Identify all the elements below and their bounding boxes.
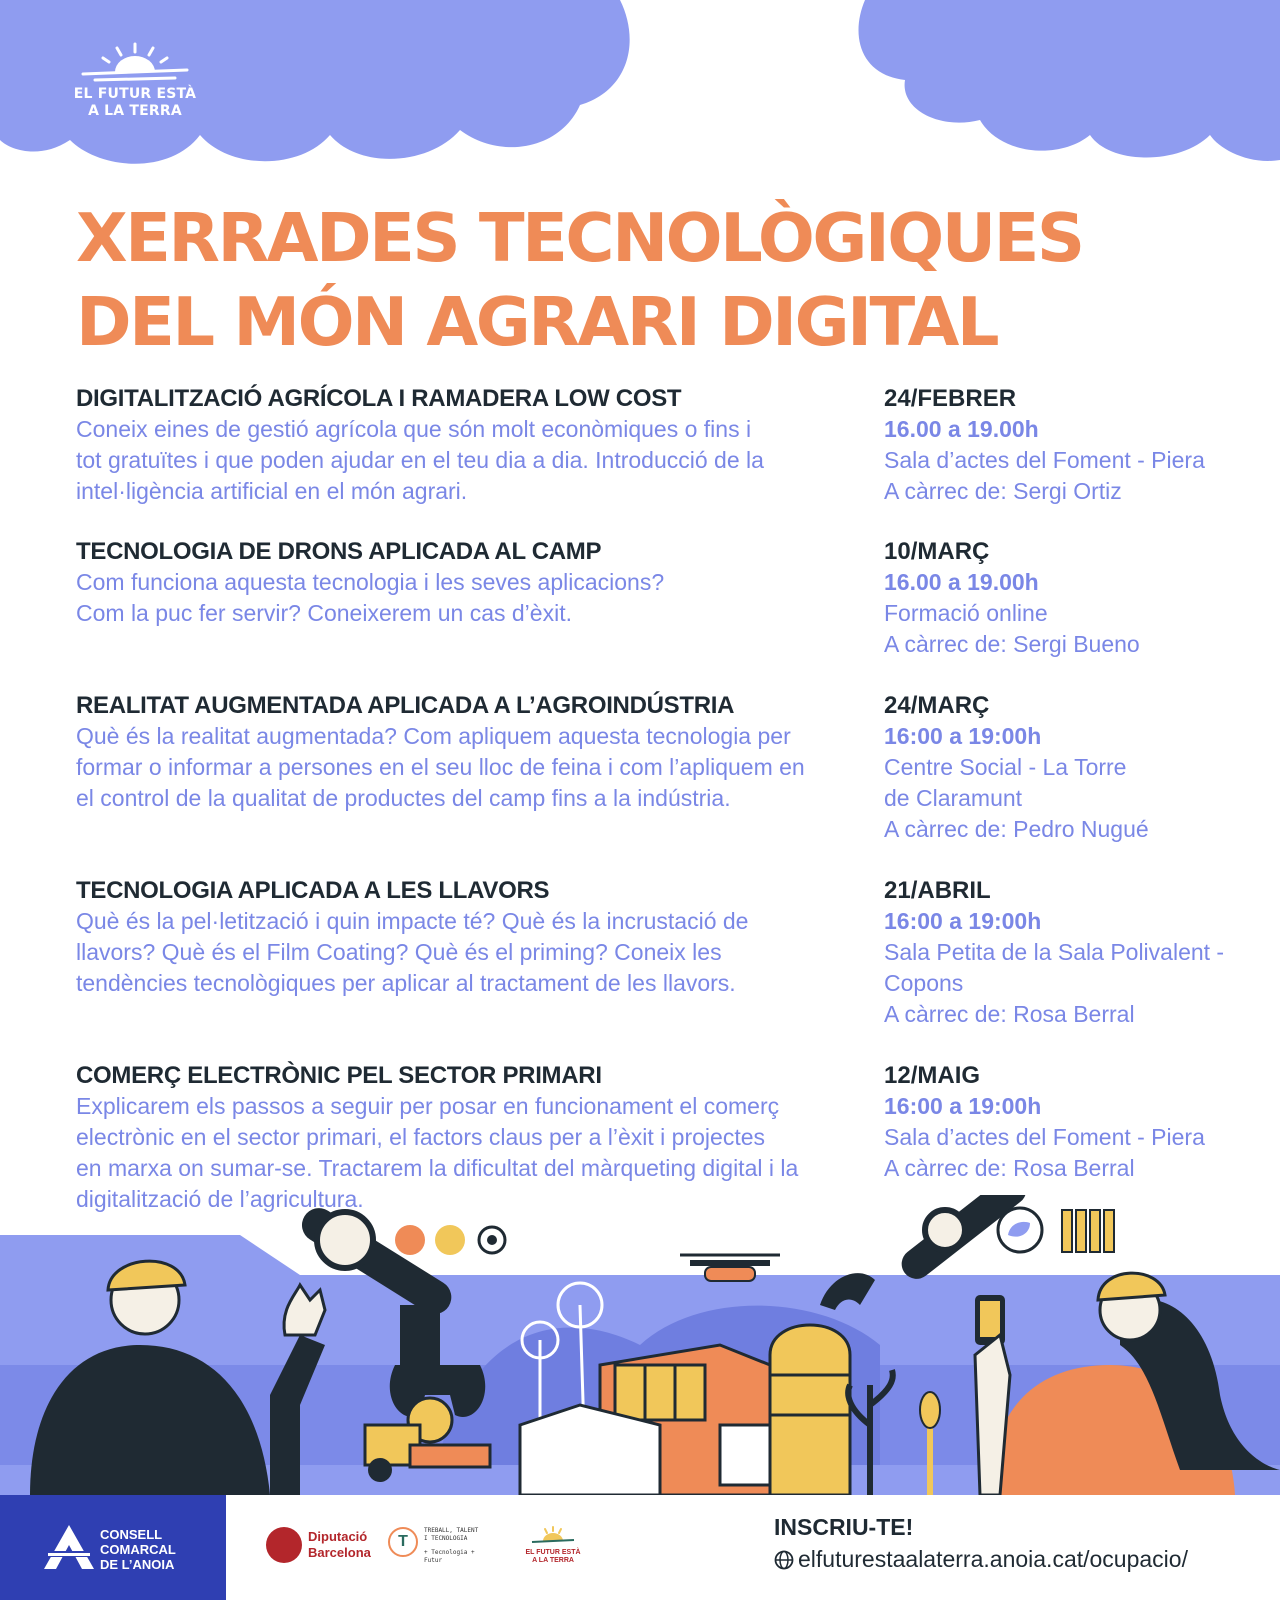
consell-line3: DE L’ANOIA: [100, 1557, 175, 1572]
page-title: [76, 196, 1216, 364]
event-title: DIGITALITZACIÓ AGRÍCOLA I RAMADERA LOW COST: [76, 385, 682, 412]
silo-figure: [770, 1325, 850, 1495]
sunrise-icon: [75, 40, 195, 86]
consell-comarcal-logo: [0, 1495, 226, 1600]
globe-icon: [774, 1550, 794, 1570]
event-description-line: llavors? Què és el Film Coating? Què és el priming? Coneix les: [76, 939, 722, 965]
event-place: Centre Social - La Torre: [884, 754, 1127, 780]
event-place: Sala d’actes del Foment - Piera: [884, 1124, 1205, 1150]
event-date: 12/MAIG: [884, 1062, 981, 1089]
diputacio-line1: Diputació: [308, 1529, 368, 1544]
event-title: REALITAT AUGMENTADA APLICADA A L’AGROINDÚSTRIA: [76, 692, 735, 719]
event-title: TECNOLOGIA DE DRONS APLICADA AL CAMP: [76, 538, 602, 565]
cloud-right-decoration: [850, 0, 1280, 165]
event-description-line: tot gratuïtes i que poden ajudar en el teu dia a dia. Introducció de la: [76, 447, 764, 473]
event-description-line: Explicarem els passos a seguir per posar en funcionament el comerç: [76, 1093, 780, 1119]
event-description-line: en marxa on sumar-se. Tractarem la dificultat del màrqueting digital i la: [76, 1155, 799, 1181]
event-time: 16.00 a 19.00h: [884, 416, 1039, 442]
event-description-line: electrònic en el sector primari, el factors claus per a l’èxit i projectes: [76, 1124, 766, 1150]
signup-link[interactable]: [774, 1545, 1188, 1573]
signup-url-text[interactable]: elfuturestaalaterra.anoia.cat/ocupacio/: [798, 1546, 1188, 1572]
consell-line2: COMARCAL: [100, 1542, 176, 1557]
diputacio-line2: Barcelona: [308, 1545, 371, 1560]
event-title: COMERÇ ELECTRÒNIC PEL SECTOR PRIMARI: [76, 1062, 602, 1089]
footer: [0, 1495, 1280, 1600]
signup-heading: INSCRIU-TE!: [774, 1514, 914, 1540]
event-date: 24/MARÇ: [884, 692, 990, 719]
event-date: 24/FEBRER: [884, 385, 1017, 412]
farm-technology-illustration: [0, 1195, 1280, 1495]
event-description-line: Què és la realitat augmentada? Com apliquem aquesta tecnologia per: [76, 723, 791, 749]
event-speaker: A càrrec de: Pedro Nugué: [884, 816, 1149, 842]
event-place: Copons: [884, 970, 964, 996]
event-place: Formació online: [884, 600, 1048, 626]
brand-logo-line2: A LA TERRA: [88, 103, 182, 119]
page-title-line2: DEL MÓN AGRARI DIGITAL: [76, 283, 998, 361]
event-place: Sala d’actes del Foment - Piera: [884, 447, 1205, 473]
event-description-line: formar o informar a persones en el seu lloc de feina i com l’apliquem en: [76, 754, 805, 780]
event-speaker: A càrrec de: Sergi Ortiz: [884, 478, 1122, 504]
event-place: de Claramunt: [884, 785, 1023, 811]
brand-logo: [70, 40, 200, 120]
event-time: 16.00 a 19.00h: [884, 569, 1039, 595]
event-title: TECNOLOGIA APLICADA A LES LLAVORS: [76, 877, 550, 904]
event-description-line: el control de la qualitat de productes del camp fins a la indústria.: [76, 785, 731, 811]
event-time: 16:00 a 19:00h: [884, 1093, 1042, 1119]
futur-small-line1: EL FUTUR ESTÀ: [525, 1549, 581, 1556]
event-description-line: digitalització de l’agricultura.: [76, 1186, 364, 1212]
diputacio-barcelona-logo: [266, 1525, 376, 1565]
page-title-line1: XERRADES TECNOLÒGIQUES: [76, 199, 1083, 277]
sunrise-small-icon: [528, 1525, 578, 1545]
event-description-line: tendències tecnològiques per aplicar al tractament de les llavors.: [76, 970, 736, 996]
event-description-line: Coneix eines de gestió agrícola que són molt econòmiques o fins i: [76, 416, 752, 442]
futur-small-line2: A LA TERRA: [532, 1557, 574, 1564]
brand-logo-line1: EL FUTUR ESTÀ: [73, 86, 197, 102]
event-speaker: A càrrec de: Rosa Berral: [884, 1001, 1135, 1027]
diputacio-seal-icon: [266, 1527, 302, 1563]
event-description-line: intel·ligència artificial en el món agrari.: [76, 478, 468, 504]
treball-talent-tecnologia-logo: [388, 1525, 488, 1565]
event-speaker: A càrrec de: Rosa Berral: [884, 1155, 1135, 1181]
futur-small-logo: [520, 1525, 586, 1571]
event-description-line: Com funciona aquesta tecnologia i les seves aplicacions?: [76, 569, 665, 595]
event-description-line: Com la puc fer servir? Coneixerem un cas d’èxit.: [76, 600, 572, 626]
consell-line1: CONSELL: [100, 1527, 163, 1542]
event-time: 16:00 a 19:00h: [884, 723, 1042, 749]
event-place: Sala Petita de la Sala Polivalent -: [884, 939, 1225, 965]
ttt-line2: I TECNOLOGIA: [424, 1535, 468, 1542]
event-date: 10/MARÇ: [884, 538, 990, 565]
event-description-line: Què és la pel·letització i quin impacte té? Què és la incrustació de: [76, 908, 749, 934]
data-icons: [998, 1208, 1114, 1252]
ttt-t-icon: T: [388, 1527, 418, 1557]
ttt-line3: + Tecnologia + Futur: [424, 1549, 475, 1564]
consell-a-icon: [44, 1525, 94, 1569]
ttt-line1: TREBALL, TALENT: [424, 1527, 479, 1534]
event-date: 21/ABRIL: [884, 877, 991, 904]
event-time: 16:00 a 19:00h: [884, 908, 1042, 934]
event-speaker: A càrrec de: Sergi Bueno: [884, 631, 1140, 657]
